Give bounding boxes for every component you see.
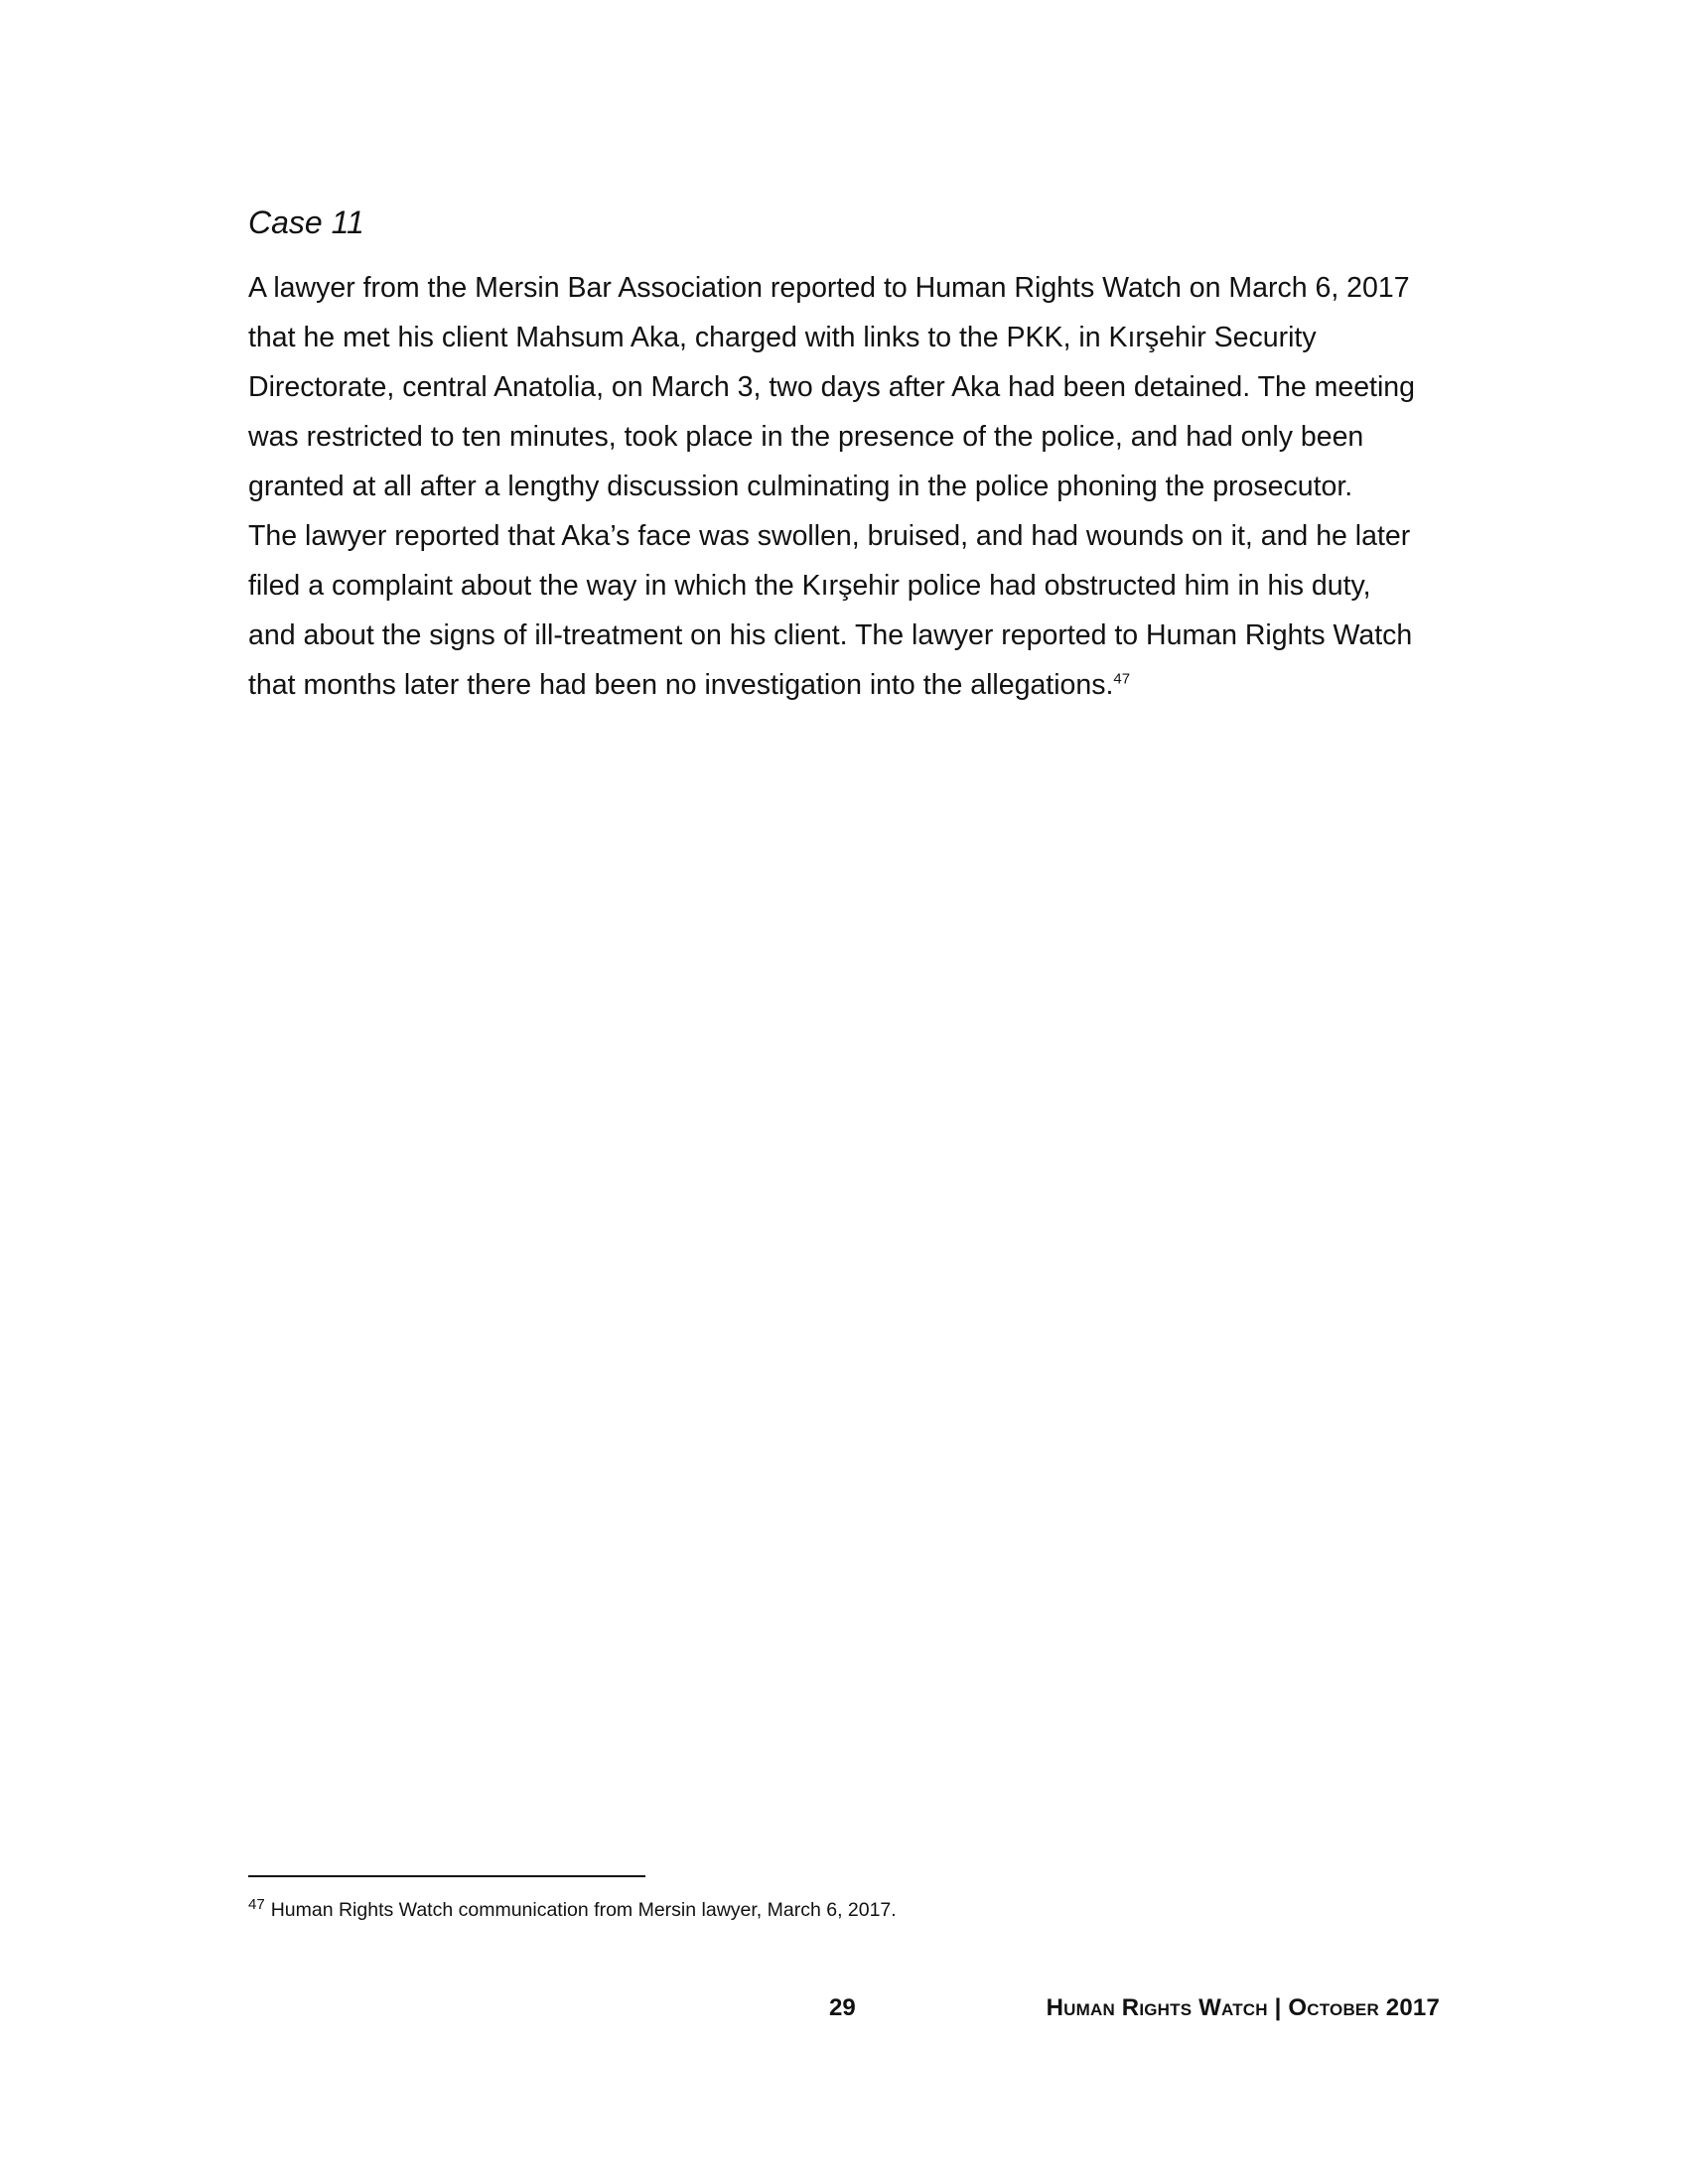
footnote-reference[interactable]: 47 [1113,670,1131,688]
body-line: filed a complaint about the way in which the Kırşehir police had obstructed him in his duty, [248,570,1371,602]
body-line: granted at all after a lengthy discussion culminating in the police phoning the prosecutor. [248,471,1353,502]
body-line: A lawyer from the Mersin Bar Association reported to Human Rights Watch on March 6, 2017 [248,272,1410,304]
body-line: The lawyer reported that Aka’s face was swollen, bruised, and had wounds on it, and he later [248,520,1411,552]
footer-org-date: Human Rights Watch | October 2017 [1046,1994,1440,2021]
case-heading: Case 11 [248,205,364,240]
page-number: 29 [829,1994,856,2021]
body-line: and about the signs of ill-treatment on his client. The lawyer reported to Human Rights Watch [248,619,1413,651]
footnote-divider [248,1875,645,1877]
body-line: Directorate, central Anatolia, on March 3, two days after Aka had been detained. The meeting [248,371,1416,403]
body-line: that he met his client Mahsum Aka, charged with links to the PKK, in Kırşehir Security [248,322,1317,353]
body-line-text: that months later there had been no investigation into the allegations. [248,669,1114,701]
footnote-number: 47 [248,1895,265,1913]
footnote [248,1895,897,1922]
footnote-text: Human Rights Watch communication from Mersin lawyer, March 6, 2017. [270,1899,897,1921]
body-line: was restricted to ten minutes, took place in the presence of the police, and had only been [248,421,1364,453]
body-line-last [248,660,1450,710]
body-paragraph [248,263,1450,710]
